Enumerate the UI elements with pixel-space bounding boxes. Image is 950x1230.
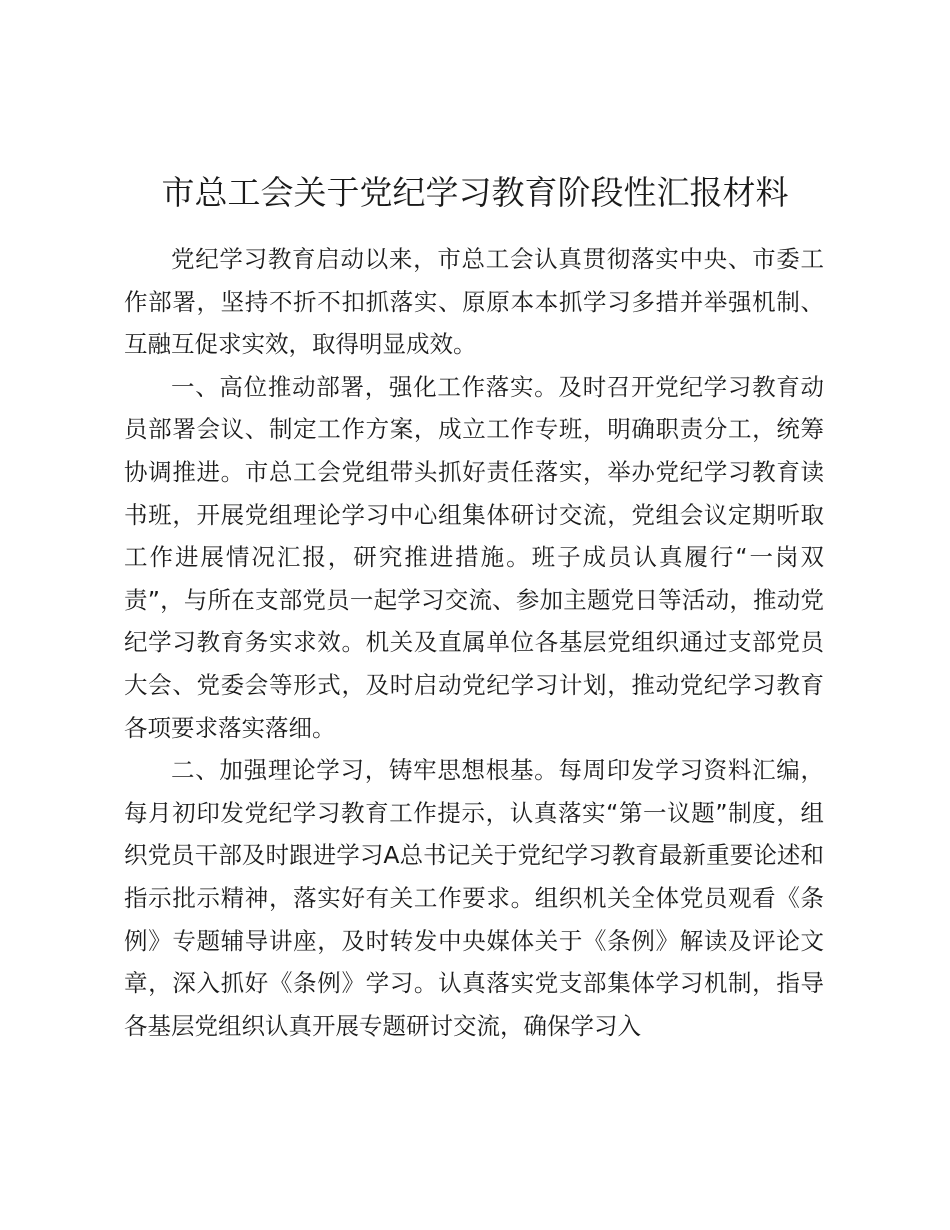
paragraph-section-two: 二、加强理论学习，铸牢思想根基。每周印发学习资料汇编，每月初印发党纪学习教育工作提示，认真落实“第一议题”制度，组织党员干部及时跟进学习A总书记关于党纪学习教育最新重要论述和指示批示精神，落实好有关工作要求。组织机关全体党员观看《条例》专题辅导讲座，及时转发中央媒体关于《条例》解读及评论文章，深入抓好《条例》学习。认真落实党支部集体学习机制，指导各基层党组织认真开展专题研讨交流，确保学习入 bbox=[124, 756, 824, 1040]
paragraph-intro: 党纪学习教育启动以来，市总工会认真贯彻落实中央、市委工作部署，坚持不折不扣抓落实、原原本本抓学习多措并举强机制、互融互促求实效，取得明显成效。 bbox=[124, 245, 824, 359]
paragraph-section-one: 一、高位推动部署，强化工作落实。及时召开党纪学习教育动员部署会议、制定工作方案，成立工作专班，明确职责分工，统筹协调推进。市总工会党组带头抓好责任落实，举办党纪学习教育读书班，开展党组理论学习中心组集体研讨交流，党组会议定期听取工作进展情况汇报，研究推进措施。班子成员认真履行“一岗双责”，与所在支部党员一起学习交流、参加主题党日等活动，推动党纪学习教育务实求效。机关及直属单位各基层党组织通过支部党员大会、党委会等形式，及时启动党纪学习计划，推动党纪学习教育各项要求落实落细。 bbox=[124, 372, 824, 742]
document-title: 市总工会关于党纪学习教育阶段性汇报材料 bbox=[161, 173, 789, 212]
document-body bbox=[124, 238, 824, 1047]
